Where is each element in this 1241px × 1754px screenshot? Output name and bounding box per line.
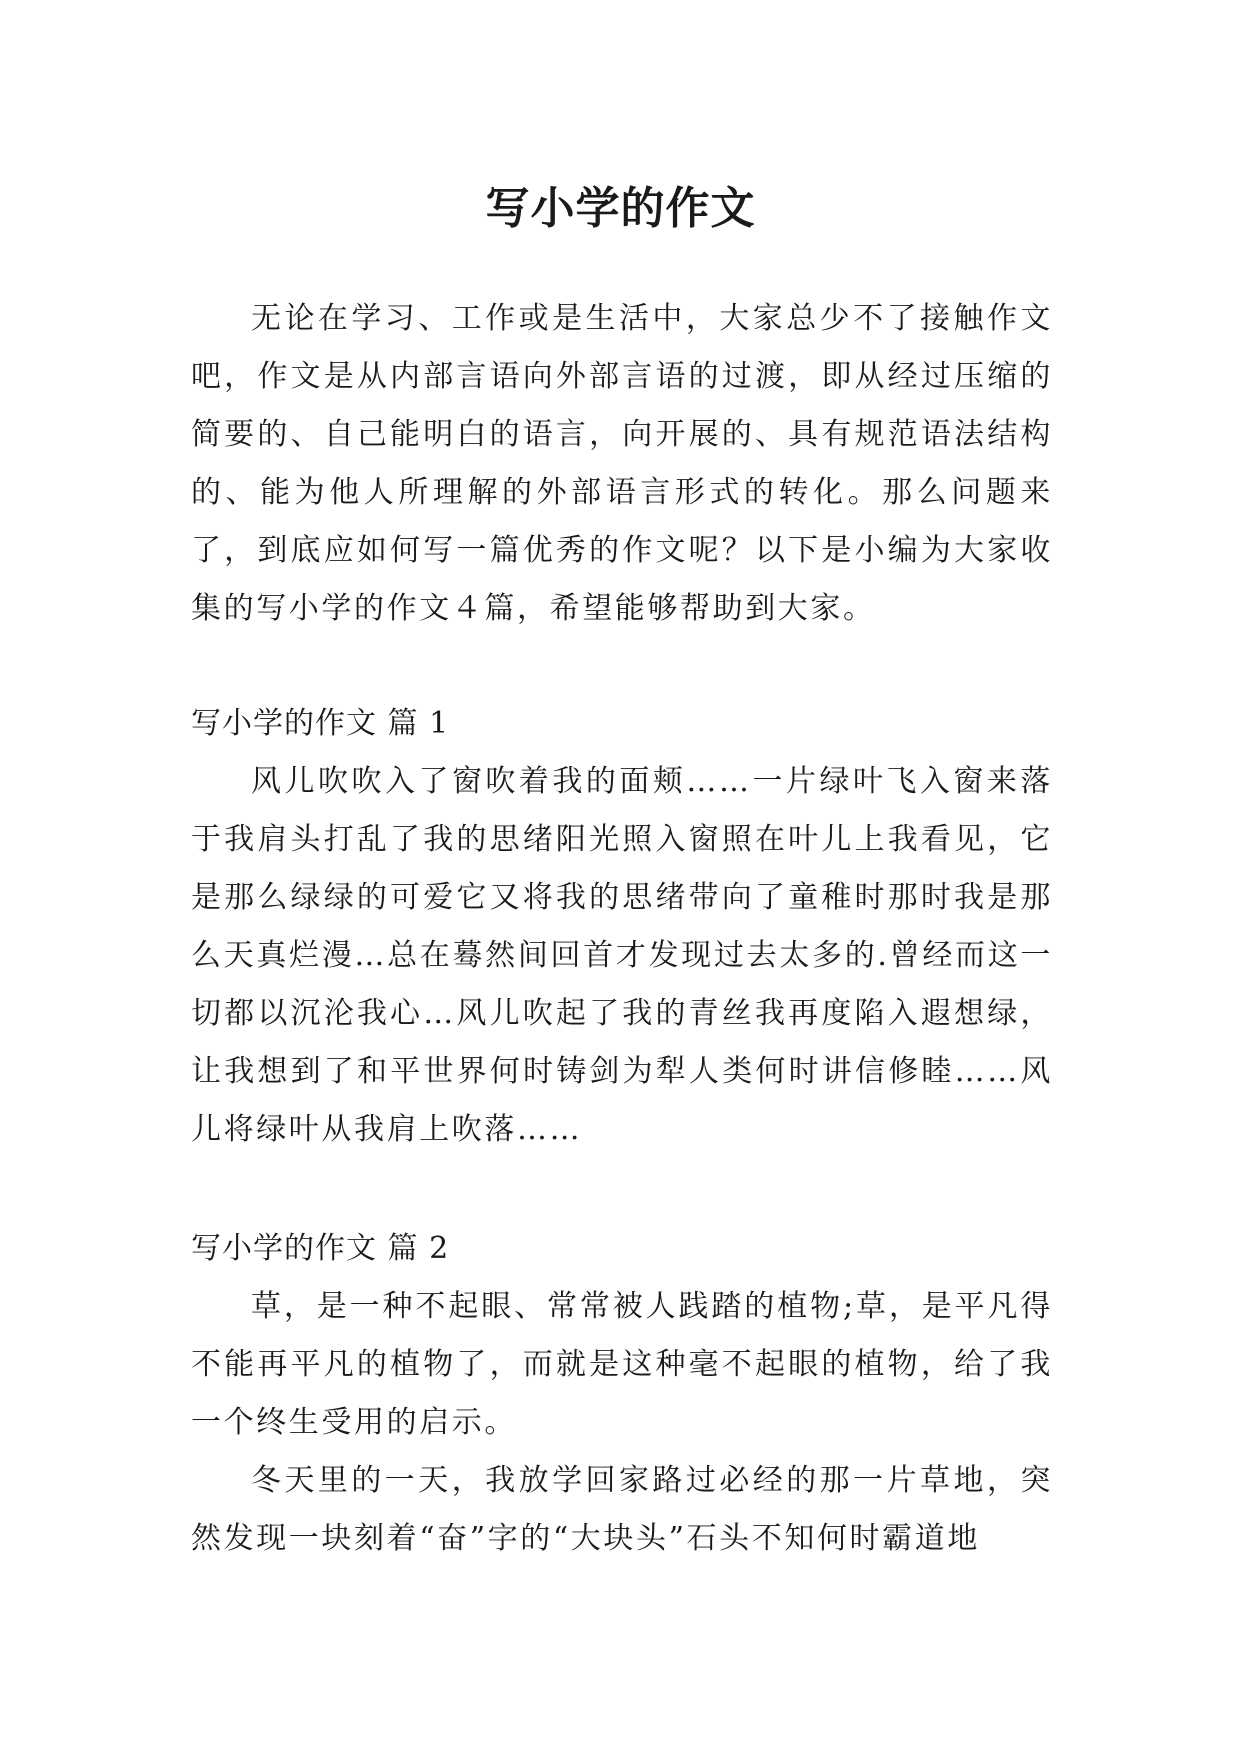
essay-section-1 [191,695,1053,1159]
document-title: 写小学的作文 [485,183,756,235]
essay-2-paragraph-2: 冬天里的一天，我放学回家路过必经的那一片草地，突然发现一块刻着“奋”字的“大块头”石头不知何时霸道地 [191,1463,1053,1556]
essay-heading-2: 写小学的作文 篇 2 [191,1231,450,1266]
intro-paragraph: 无论在学习、工作或是生活中，大家总少不了接触作文吧，作文是从内部言语向外部言语的过渡，即从经过压缩的简要的、自己能明白的语言，向开展的、具有规范语法结构的、能为他人所理解的外部语言形式的转化。那么问题来了，到底应如何写一篇优秀的作文呢？以下是小编为大家收集的写小学的作文４篇，希望能够帮助到大家。 [191,301,1053,626]
intro-block [191,290,1053,638]
essay-2-paragraph-1: 草，是一种不起眼、常常被人践踏的植物;草，是平凡得不能再平凡的植物了，而就是这种毫不起眼的植物，给了我一个终生受用的启示。 [191,1289,1053,1440]
essay-1-paragraph-1: 风儿吹吹入了窗吹着我的面颊……一片绿叶飞入窗来落于我肩头打乱了我的思绪阳光照入窗照在叶儿上我看见，它是那么绿绿的可爱它又将我的思绪带向了童稚时那时我是那么天真烂漫…总在蓦然间回首才发现过去太多的.曾经而这一切都以沉沦我心…风儿吹起了我的青丝我再度陷入遐想绿，让我想到了和平世界何时铸剑为犁人类何时讲信修睦……风儿将绿叶从我肩上吹落…… [191,764,1053,1147]
essay-heading-1: 写小学的作文 篇 1 [191,706,450,741]
essay-section-2 [191,1220,1053,1568]
